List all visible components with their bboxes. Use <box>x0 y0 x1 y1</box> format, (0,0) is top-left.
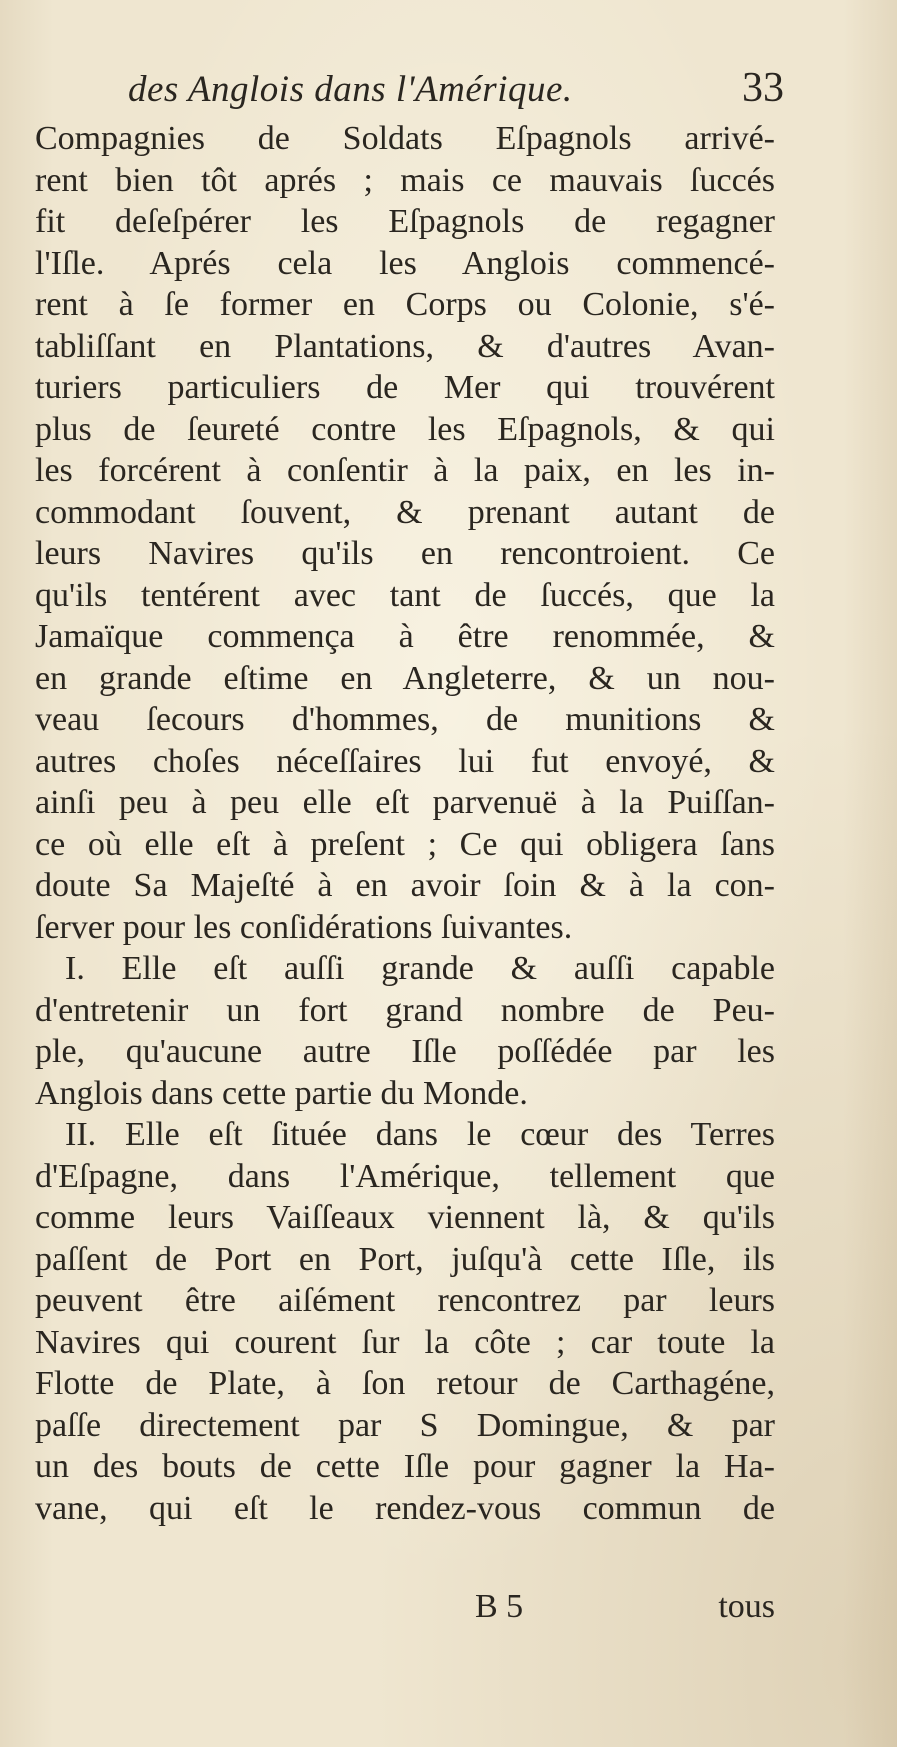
signature-mark: B 5 <box>475 1588 524 1625</box>
text-line: Flotte de Plate, à ſon retour de Carthagéne, <box>35 1365 775 1402</box>
text-line: veau ſecours d'hommes, de munitions & <box>35 701 775 738</box>
text-line: paſſe directement par S Domingue, & par <box>35 1406 775 1444</box>
text-line: fit deſeſpérer les Eſpagnols de regagner <box>35 203 775 240</box>
text-line: commodant ſouvent, & prenant autant de <box>35 493 775 531</box>
body-text <box>35 118 775 1529</box>
text-line: leurs Navires qu'ils en rencontroient. Ce <box>35 535 775 572</box>
text-line: Compagnies de Soldats Eſpagnols arrivé- <box>35 120 775 157</box>
text-line: paſſent de Port en Port, juſqu'à cette Iſle, ils <box>35 1240 775 1278</box>
text-line: peuvent être aiſément rencontrez par leurs <box>35 1282 775 1319</box>
text-line: comme leurs Vaiſſeaux viennent là, & qu'ils <box>35 1199 775 1236</box>
text-line: vane, qui eſt le rendez-vous commun de <box>35 1489 775 1527</box>
running-head <box>112 65 812 118</box>
text-line: d'entretenir un fort grand nombre de Peu- <box>35 991 775 1029</box>
text-line: rent bien tôt aprés ; mais ce mauvais ſuccés <box>35 161 775 199</box>
text-line: ſerver pour les conſidérations ſuivantes. <box>35 908 573 946</box>
text-line: en grande eſtime en Angleterre, & un nou- <box>35 659 775 697</box>
text-line-paragraph-start: II. Elle eſt ſituée dans le cœur des Terres <box>65 1116 775 1153</box>
catchword: tous <box>718 1588 775 1625</box>
text-line: ainſi peu à peu elle eſt parvenuë à la Puiſſan- <box>35 784 775 821</box>
text-line: Anglois dans cette partie du Monde. <box>35 1074 528 1112</box>
page-number: 33 <box>742 65 784 111</box>
text-line: Jamaïque commença à être renommée, & <box>35 618 775 655</box>
text-line: l'Iſle. Aprés cela les Anglois commencé- <box>35 244 775 282</box>
page-footer <box>35 1588 775 1632</box>
text-line: ce où elle eſt à preſent ; Ce qui obligera ſans <box>35 825 775 863</box>
text-line: qu'ils tentérent avec tant de ſuccés, que la <box>35 576 775 614</box>
text-line: plus de ſeureté contre les Eſpagnols, & qui <box>35 410 775 448</box>
text-line: un des bouts de cette Iſle pour gagner la Ha- <box>35 1448 775 1485</box>
text-line: autres choſes néceſſaires lui fut envoyé, & <box>35 742 775 780</box>
text-line: d'Eſpagne, dans l'Amérique, tellement que <box>35 1157 775 1195</box>
text-line: doute Sa Majeſté à en avoir ſoin & à la con- <box>35 867 775 904</box>
text-line: rent à ſe former en Corps ou Colonie, s'é- <box>35 286 775 323</box>
text-line: ple, qu'aucune autre Iſle poſſédée par les <box>35 1033 775 1070</box>
text-line: turiers particuliers de Mer qui trouvérent <box>35 369 775 406</box>
text-line-paragraph-start: I. Elle eſt auſſi grande & auſſi capable <box>65 950 775 987</box>
running-head-title: des Anglois dans l'Amérique. <box>128 69 573 110</box>
text-line: Navires qui courent ſur la côte ; car toute la <box>35 1323 775 1361</box>
text-line: tabliſſant en Plantations, & d'autres Avan- <box>35 327 775 365</box>
text-line: les forcérent à conſentir à la paix, en les in- <box>35 452 775 489</box>
